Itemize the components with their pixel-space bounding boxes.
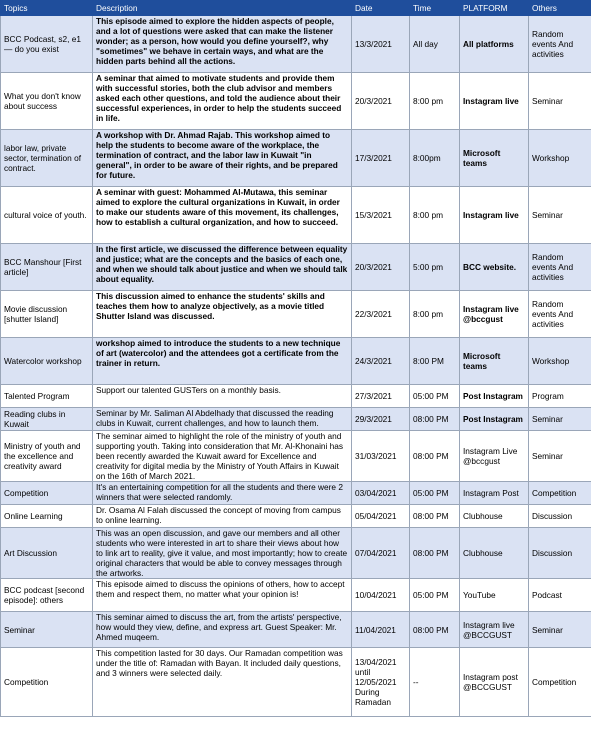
topic-cell: Talented Program [1,385,93,408]
description-cell: Dr. Osama Al Falah discussed the concept of moving from campus to online learning. [93,505,352,528]
date-cell: 03/04/2021 [352,482,410,505]
others-cell: Workshop [529,130,591,187]
topic-cell: Competition [1,648,93,717]
platform-cell: Instagram post @BCCGUST [460,648,529,717]
table-row [1,130,591,187]
date-cell: 13/3/2021 [352,16,410,73]
others-cell: Discussion [529,528,591,579]
others-cell: Workshop [529,338,591,385]
time-cell: 08:00 PM [410,505,460,528]
time-cell: 8:00 PM [410,338,460,385]
topic-cell: cultural voice of youth. [1,187,93,244]
table-row [1,579,591,612]
others-cell: Seminar [529,73,591,130]
date-cell: 20/3/2021 [352,73,410,130]
topic-cell: Watercolor workshop [1,338,93,385]
others-cell: Random events And activities [529,244,591,291]
others-cell: Seminar [529,408,591,431]
description-cell: This competition lasted for 30 days. Our Ramadan competition was under the title of: Ramadan with Bayan. It included daily questions, and 3 winners were selected daily. [93,648,352,717]
description-cell: This discussion aimed to enhance the students' skills and teaches them how to analyze objectively, as a movie titled Shutter Island was discussed. [93,291,352,338]
others-cell: Discussion [529,505,591,528]
others-cell: Competition [529,648,591,717]
table-row [1,431,591,482]
date-cell: 27/3/2021 [352,385,410,408]
time-cell: 8:00 pm [410,73,460,130]
description-cell: A seminar that aimed to motivate students and provide them with successful stories, both the club advisor and members asked each other questions, and told the audience about their successful experiences, in order to help the students succeed in life. [93,73,352,130]
date-cell: 20/3/2021 [352,244,410,291]
topic-cell: Art Discussion [1,528,93,579]
platform-cell: Post Instagram [460,408,529,431]
description-cell: Seminar by Mr. Saliman Al Abdelhady that discussed the reading clubs in Kuwait, current challenges, and how to launch them. [93,408,352,431]
description-cell: This was an open discussion, and gave our members and all other students who were interested in art to share their views about how to link art to reality, give it value, and most importantly; how to create original characters that would be able to convey messages through the artworks. [93,528,352,579]
header-description: Description [93,1,352,16]
platform-cell: Microsoft teams [460,130,529,187]
topic-cell: Reading clubs in Kuwait [1,408,93,431]
topic-cell: Seminar [1,612,93,648]
description-cell: It's an entertaining competition for all the students and there were 2 winners that were selected randomly. [93,482,352,505]
description-cell: This seminar aimed to discuss the art, from the artists' perspective, how would they view, define, and express art. Guest Speaker: Mr. Ahmed muqeem. [93,612,352,648]
platform-cell: Instagram live @bccgust [460,291,529,338]
table-row [1,505,591,528]
topic-cell: What you don't know about success [1,73,93,130]
platform-cell: BCC website. [460,244,529,291]
platform-cell: Post Instagram [460,385,529,408]
table-row [1,482,591,505]
time-cell: 05:00 PM [410,385,460,408]
table-row [1,338,591,385]
table-row [1,528,591,579]
others-cell: Random events And activities [529,16,591,73]
platform-cell: Instagram live [460,187,529,244]
table-row [1,408,591,431]
time-cell: 08:00 PM [410,408,460,431]
platform-cell: Microsoft teams [460,338,529,385]
platform-cell: Instagram live [460,73,529,130]
time-cell: 08:00 PM [410,528,460,579]
time-cell: All day [410,16,460,73]
table-row [1,291,591,338]
topic-cell: Online Learning [1,505,93,528]
table-row [1,187,591,244]
date-cell: 22/3/2021 [352,291,410,338]
time-cell: 5:00 pm [410,244,460,291]
date-cell: 10/04/2021 [352,579,410,612]
date-cell: 17/3/2021 [352,130,410,187]
others-cell: Competition [529,482,591,505]
table-row [1,16,591,73]
date-cell: 07/04/2021 [352,528,410,579]
header-date: Date [352,1,410,16]
platform-cell: Clubhouse [460,505,529,528]
date-cell: 24/3/2021 [352,338,410,385]
header-time: Time [410,1,460,16]
topic-cell: Ministry of youth and the excellence and creativity award [1,431,93,482]
others-cell: Podcast [529,579,591,612]
date-cell: 05/04/2021 [352,505,410,528]
table-row [1,612,591,648]
time-cell: 8:00 pm [410,291,460,338]
topic-cell: Competition [1,482,93,505]
others-cell: Program [529,385,591,408]
description-cell: In the first article, we discussed the difference between equality and justice; what are the concepts and the basics of each one, and when we should talk about justice and when we should talk about equality. [93,244,352,291]
time-cell: 05:00 PM [410,579,460,612]
table-row [1,73,591,130]
time-cell: -- [410,648,460,717]
date-cell: 13/04/2021 until 12/05/2021 During Ramadan [352,648,410,717]
time-cell: 8:00pm [410,130,460,187]
others-cell: Seminar [529,431,591,482]
others-cell: Random events And activities [529,291,591,338]
time-cell: 08:00 PM [410,431,460,482]
description-cell: A seminar with guest: Mohammed Al-Mutawa, this seminar aimed to explore the cultural organizations in Kuwait, in order to make our students aware of this movement, its challenges, how to establish a cultural organization, and how to succeed. [93,187,352,244]
header-topics: Topics [1,1,93,16]
platform-cell: YouTube [460,579,529,612]
others-cell: Seminar [529,187,591,244]
platform-cell: All platforms [460,16,529,73]
header-platform: PLATFORM [460,1,529,16]
table-body [1,16,591,717]
table-row [1,385,591,408]
description-cell: Support our talented GUSTers on a monthly basis. [93,385,352,408]
description-cell: A workshop with Dr. Ahmad Rajab. This workshop aimed to help the students to become aware of the workplace, the termination of contract, and the labor law in Kuwait "in general", in order to be aware of their rights, and be prepared for future. [93,130,352,187]
others-cell: Seminar [529,612,591,648]
table-row [1,244,591,291]
platform-cell: Instagram live @BCCGUST [460,612,529,648]
time-cell: 8:00 pm [410,187,460,244]
description-cell: The seminar aimed to highlight the role of the ministry of youth and supporting youth. Taking into consideration that Mr. Al-Khonaini has been recently awarded the Kuwait award for Excellence and creativity for digital media by the Ministry of Youth Affairs in Kuwait on the 16th of March 2021. [93,431,352,482]
date-cell: 11/04/2021 [352,612,410,648]
platform-cell: Instagram Live @bccgust [460,431,529,482]
topic-cell: BCC Podcast, s2, e1 — do you exist [1,16,93,73]
time-cell: 08:00 PM [410,612,460,648]
date-cell: 29/3/2021 [352,408,410,431]
description-cell: This episode aimed to discuss the opinions of others, how to accept them and respect them, no matter what your opinion is! [93,579,352,612]
time-cell: 05:00 PM [410,482,460,505]
header-others: Others [529,1,591,16]
topic-cell: BCC Manshour [First article] [1,244,93,291]
description-cell: workshop aimed to introduce the students to a new technique of art (watercolor) and the attendees got a certificate from the trainer in return. [93,338,352,385]
header-row [1,1,591,16]
date-cell: 31/03/2021 [352,431,410,482]
date-cell: 15/3/2021 [352,187,410,244]
platform-cell: Instagram Post [460,482,529,505]
description-cell: This episode aimed to explore the hidden aspects of people, and a lot of questions were asked that can make the listener wonder; as a person, how would you define yourself?, why "sometimes" we behave in certain ways, and what are the hidden parts behind all the actions. [93,16,352,73]
topic-cell: BCC podcast [second episode]: others [1,579,93,612]
platform-cell: Clubhouse [460,528,529,579]
topic-cell: labor law, private sector, termination of contract. [1,130,93,187]
table-row [1,648,591,717]
topic-cell: Movie discussion [shutter Island] [1,291,93,338]
